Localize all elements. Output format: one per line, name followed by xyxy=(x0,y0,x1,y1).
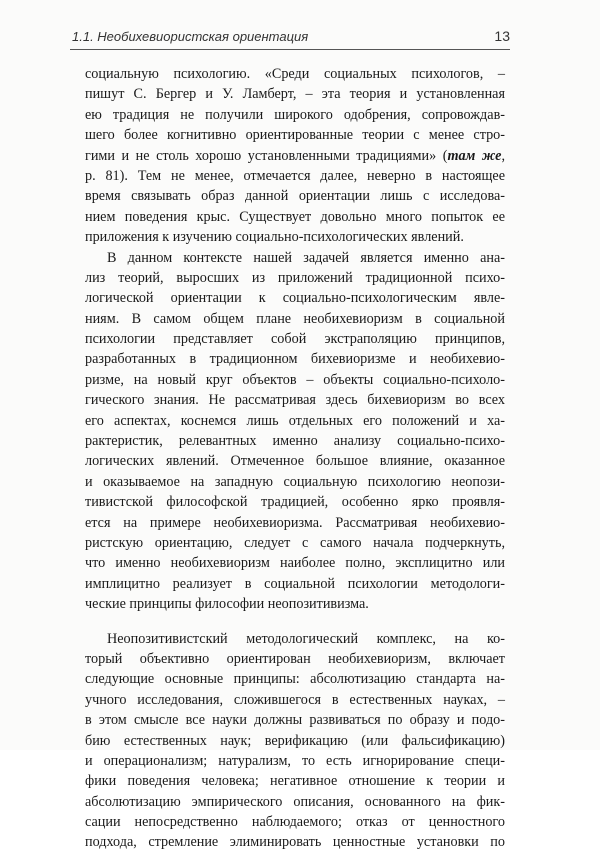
text-line: его аспектах, коснемся лишь отдельных его положений и ха- xyxy=(85,412,505,429)
text-line: гического знания. Не рассматривая здесь бихевиоризм во всех xyxy=(85,392,505,409)
text-line: рактеристик, релевантных именно анализу социально-психо- xyxy=(85,433,505,450)
text-line: ческие принципы философии неопозитивизма. xyxy=(85,596,369,613)
text-line: логической ориентации к социально-психологическим явле- xyxy=(85,290,505,307)
text-line: нием поведения крыс. Существует довольно много попыток ее xyxy=(85,208,505,225)
text-line: психологии представляет собой экстраполяцию принципов, xyxy=(85,331,505,348)
text-line: в этом смысле все науки должны развиваться по образу и подо- xyxy=(85,712,505,729)
text-line: торый объективно ориентирован необихевиоризм, включает xyxy=(85,650,505,667)
paragraph-gap xyxy=(85,615,505,629)
text-line: приложения к изучению социально-психологических явлений. xyxy=(85,229,464,246)
text-line: учного исследования, сложившегося в естественных науках, – xyxy=(85,691,505,708)
text-line: ется на примере необихевиоризма. Рассматривая необихевио- xyxy=(85,514,505,531)
text-line: социальную психологию. «Среди социальных психологов, – xyxy=(85,66,505,82)
page-header xyxy=(70,24,510,48)
text-line: тивистской философской традицией, особенно ярко проявля- xyxy=(85,494,505,511)
text-line: ризме, на новый круг объектов – объекты социально-психоло- xyxy=(85,371,505,388)
text-segment: гими и не столь хорошо установленными традициями» ( xyxy=(85,147,448,164)
text-line: ею традиция не получили широкого одобрения, сопровождав- xyxy=(85,106,505,123)
paragraph-first-line: В данном контексте нашей задачей является именно ана- xyxy=(107,249,505,266)
text-line: разработанных в традиционном бихевиоризме и необихевио- xyxy=(85,351,505,368)
text-line: ристскую ориентацию, следует с самого начала подчеркнуть, xyxy=(85,534,505,551)
text-line: следующие основные принципы: абсолютизацию стандарта на- xyxy=(85,671,505,688)
text-line: ниям. В самом общем плане необихевиоризм в социальной xyxy=(85,310,505,327)
text-segment: , xyxy=(501,147,506,164)
text-line: имплицитно реализует в социальной психологии методологи- xyxy=(85,575,505,592)
citation-emphasis: тaм же xyxy=(447,147,502,164)
text-line: пишут С. Бергер и У. Ламберт, – эта теория и установленная xyxy=(85,86,505,103)
text-line: что именно необихевиоризм наиболее полно, эксплицитно или xyxy=(85,555,505,572)
text-line: фики поведения человека; негативное отношение к теории и xyxy=(85,773,505,790)
text-line: логических явлений. Отмеченное большое влияние, оказанное xyxy=(85,453,505,470)
text-line: и операционализм; натурализм, то есть игнорирование специ- xyxy=(85,752,505,769)
text-line xyxy=(85,146,505,166)
text-line: и оказываемое на западную социальную психологию неопози- xyxy=(85,473,505,490)
text-line: время связывать образ данной ориентации лишь с исследова- xyxy=(85,188,505,205)
text-line: сации непосредственно наблюдаемого; отказ от ценностного xyxy=(85,814,505,831)
text-line: подхода, стремление элиминировать ценностные установки по xyxy=(85,834,505,851)
text-line: лиз теорий, выросших из приложений традиционной психо- xyxy=(85,269,505,286)
running-title: 1.1. Необихевиористская ориентация xyxy=(72,29,309,44)
body-text xyxy=(85,64,505,853)
header-rule xyxy=(70,49,510,50)
page-number: 13 xyxy=(494,28,510,44)
text-line: бию естественных наук; верификацию (или фальсификацию) xyxy=(85,732,505,749)
paragraph-first-line: Неопозитивистский методологический комплекс, на ко- xyxy=(107,630,505,647)
text-line: абсолютизацию эмпирического описания, основанного на фик- xyxy=(85,793,505,810)
text-line: р. 81). Тем не менее, отмечается далее, неверно в настоящее xyxy=(85,167,505,184)
text-line: шего более когнитивно ориентированные теории с менее стро- xyxy=(85,127,505,144)
